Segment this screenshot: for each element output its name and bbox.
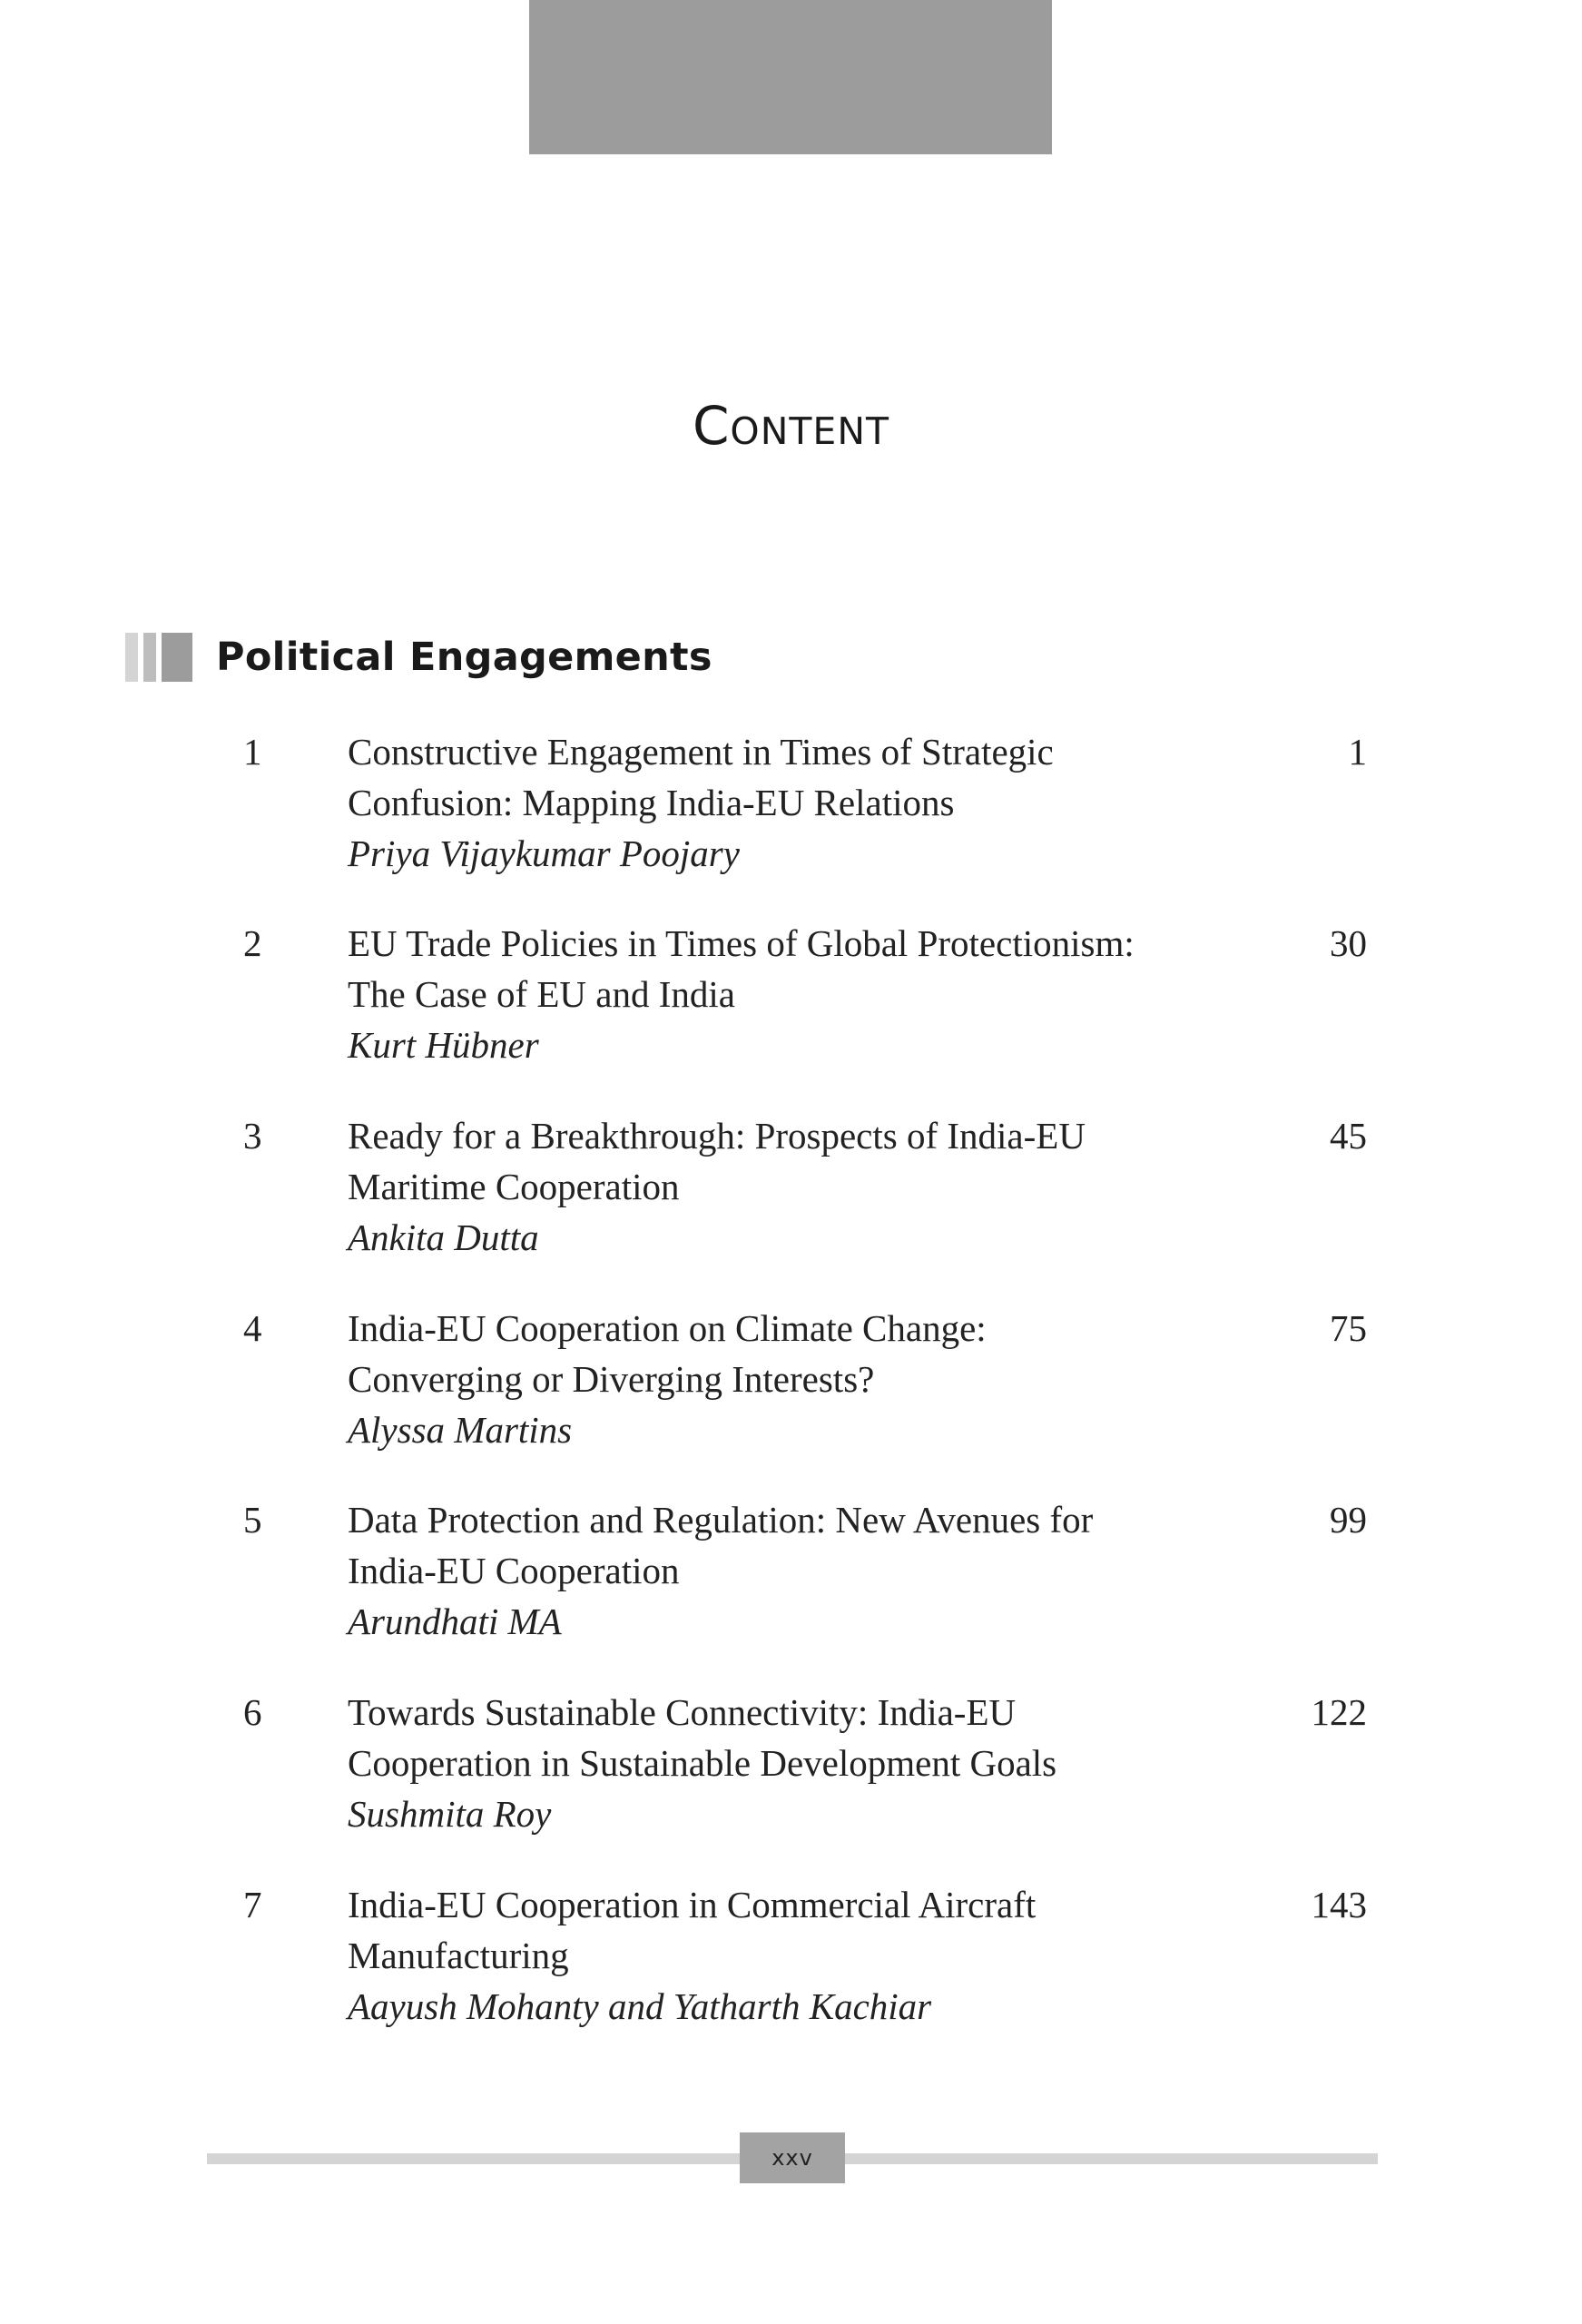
- entry-author: Sushmita Roy: [348, 1793, 552, 1835]
- entry-title: India-EU Cooperation in Commercial Aircraft Manufacturing: [348, 1884, 1037, 1976]
- toc-entry[interactable]: [0, 726, 1582, 908]
- entry-author: Alyssa Martins: [348, 1409, 573, 1451]
- entry-number: 4: [243, 1307, 262, 1349]
- entry-author: Priya Vijaykumar Poojary: [348, 832, 740, 874]
- entry-page: 75: [1330, 1307, 1367, 1349]
- section-heading: [125, 630, 712, 684]
- entry-number: 5: [243, 1499, 262, 1541]
- toc-entry[interactable]: [0, 1303, 1582, 1484]
- toc-entry[interactable]: [0, 918, 1582, 1099]
- entry-page: 122: [1311, 1691, 1367, 1733]
- entry-number: 7: [243, 1884, 262, 1925]
- toc-entry[interactable]: [0, 1687, 1582, 1868]
- entry-author: Arundhati MA: [348, 1600, 562, 1642]
- entry-author: Kurt Hübner: [348, 1024, 539, 1066]
- entry-page: 30: [1330, 922, 1367, 964]
- header-tab: [529, 0, 1052, 154]
- entry-page: 45: [1330, 1115, 1367, 1157]
- toc-entry[interactable]: [0, 1879, 1582, 2061]
- entry-title: Towards Sustainable Connectivity: India-EU Cooperation in Sustainable Development Goals: [348, 1691, 1057, 1784]
- entry-number: 2: [243, 922, 262, 964]
- entry-number: 3: [243, 1115, 262, 1157]
- entry-page: 99: [1330, 1499, 1367, 1541]
- page-title: Content: [692, 395, 890, 457]
- entry-page: 143: [1311, 1884, 1367, 1925]
- entry-author: Aayush Mohanty and Yatharth Kachiar: [348, 1985, 932, 2027]
- section-title: Political Engagements: [216, 635, 712, 680]
- entry-number: 1: [243, 731, 262, 773]
- section-marker-icon: [125, 633, 192, 682]
- page-number: xxv: [740, 2132, 845, 2183]
- toc-entry[interactable]: [0, 1110, 1582, 1292]
- entry-title: Constructive Engagement in Times of Strategic Confusion: Mapping India-EU Relations: [348, 731, 1054, 823]
- entry-title: Data Protection and Regulation: New Avenues for India-EU Cooperation: [348, 1499, 1094, 1591]
- entry-title: EU Trade Policies in Times of Global Protectionism: The Case of EU and India: [348, 922, 1135, 1015]
- entry-title: Ready for a Breakthrough: Prospects of India-EU Maritime Cooperation: [348, 1115, 1086, 1207]
- entry-page: 1: [1348, 731, 1367, 773]
- entry-number: 6: [243, 1691, 262, 1733]
- entry-author: Ankita Dutta: [348, 1216, 539, 1258]
- entry-title: India-EU Cooperation on Climate Change: Converging or Diverging Interests?: [348, 1307, 987, 1400]
- toc-entry[interactable]: [0, 1494, 1582, 1676]
